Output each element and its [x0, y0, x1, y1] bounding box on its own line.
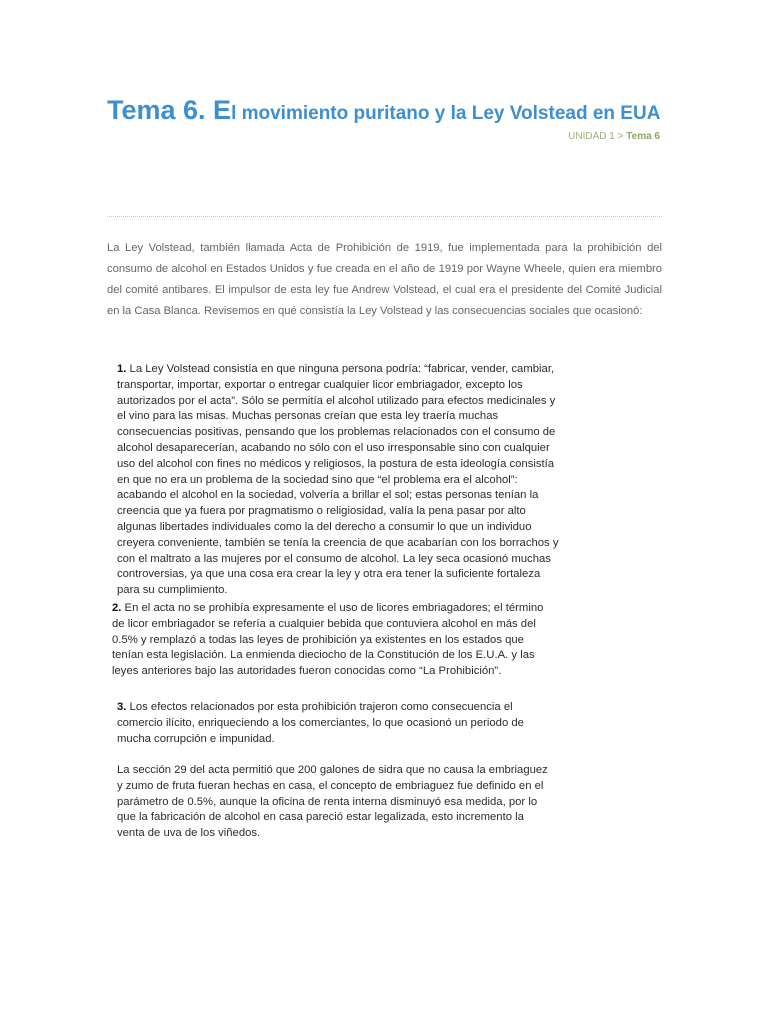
- point-2: [112, 601, 557, 680]
- point-3: [117, 700, 549, 747]
- page-title-lead: Tema 6. E: [107, 95, 232, 125]
- point-3-text: Los efectos relacionados por esta prohibición trajeron como consecuencia el comercio ilícito, enriqueciendo a los comerciantes, lo que ocasionó un periodo de mucha corrupción e impunidad.: [117, 701, 524, 745]
- page-title-rest: l movimiento puritano y la Ley Volstead en EUA: [231, 103, 661, 124]
- point-2-number: 2.: [112, 602, 122, 614]
- breadcrumb-unit-link[interactable]: UNIDAD 1: [568, 131, 615, 142]
- point-1-text: La Ley Volstead consistía en que ninguna persona podría: “fabricar, vender, cambiar, transportar, importar, exportar o entregar cualquier licor embriagador, excepto los autorizados por el acta”. Sólo se permitía el alcohol utilizado para efectos medicinales y el vino para las misas. Muchas personas creían que esta ley traería muchas consecuencias positivas, pensando que los problemas relacionados con el consumo de alcohol desaparecerían, acabando no sólo con el uso irresponsable sino con cualquier uso del alcohol con fines no médicos y religiosos, la postura de esta ideología consistía en que no era un problema de la sociedad sino que “el problema era el alcohol”: acabando el alcohol en la sociedad, volvería a brillar el sol; estas personas tenían la creencia que ya fuera por pragmatismo o religiosidad, valía la pena pasar por alto algunas libertades individuales como la del derecho a consumir lo que un individuo creyera conveniente, también se tenía la creencia de que acabarían con los borrachos y con el maltrato a las mujeres por el consumo de alcohol. La ley seca ocasionó muchas controversias, ya que una cosa era crear la ley y otra era tener la suficiente fortaleza para su cumplimiento.: [117, 363, 559, 597]
- breadcrumb: [568, 131, 660, 142]
- point-3-number: 3.: [117, 701, 127, 713]
- point-1: [117, 362, 565, 599]
- point-1-number: 1.: [117, 363, 127, 375]
- section-divider: [107, 216, 662, 217]
- breadcrumb-current: Tema 6: [626, 131, 660, 142]
- breadcrumb-separator: >: [614, 131, 627, 142]
- page-title: [107, 90, 667, 127]
- point-2-text: En el acta no se prohibía expresamente el uso de licores embriagadores; el término de licor embriagador se refería a cualquier bebida que contuviera alcohol en más del 0.5% y remplazó a todas las leyes de prohibición ya existentes en los estados que tenían esta legislación. La enmienda dieciocho de la Constitución de los E.U.A. y las leyes anteriores bajo las autoridades fueron conocidas como “La Prohibición”.: [112, 602, 544, 678]
- closing-paragraph: La sección 29 del acta permitió que 200 galones de sidra que no causa la embriaguez y zumo de fruta fueran hechas en casa, el concepto de embriaguez fue definido en el parámetro de 0.5%, aunque la oficina de renta interna disminuyó esa medida, por lo que la fabricación de alcohol en casa pareció estar legalizada, esto incremento la venta de uva de los viñedos.: [117, 764, 548, 840]
- intro-paragraph: La Ley Volstead, también llamada Acta de Prohibición de 1919, fue implementada para la prohibición del consumo de alcohol en Estados Unidos y fue creada en el año de 1919 por Wayne Wheele, quien era miembro del comité antibares. El impulsor de esta ley fue Andrew Volstead, el cual era el presidente del Comité Judicial en la Casa Blanca. Revisemos en qué consistía la Ley Volstead y las consecuencias sociales que ocasionó:: [107, 242, 662, 317]
